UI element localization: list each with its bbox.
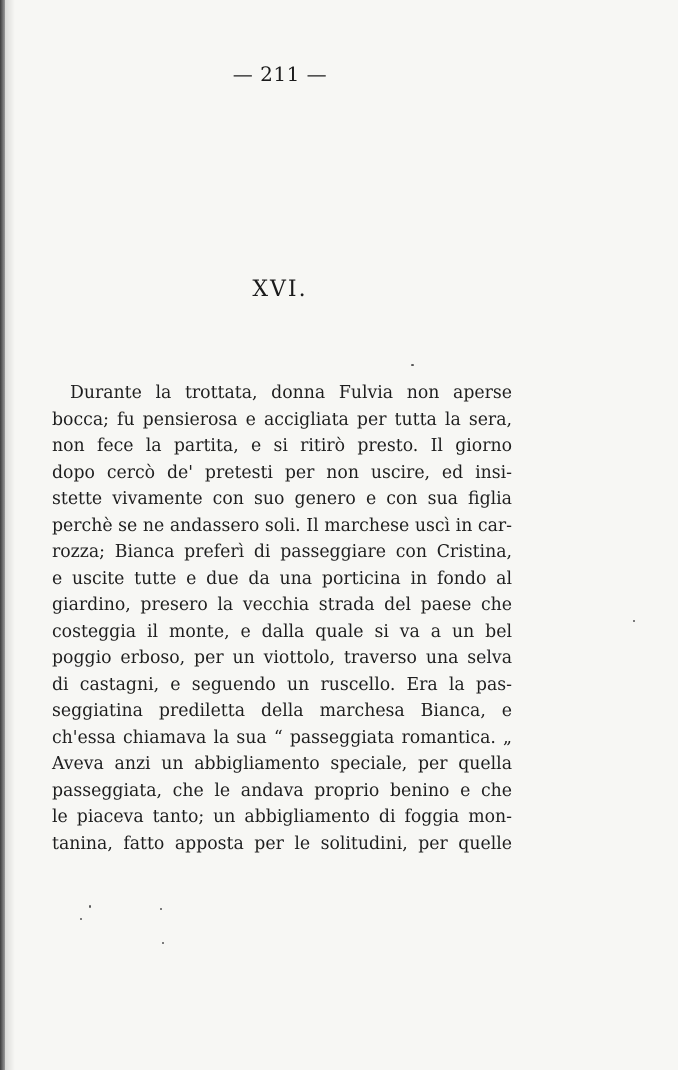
- page-binding-shadow: [5, 0, 15, 1070]
- text-line: Durante la trottata, donna Fulvia non aperse: [70, 383, 512, 403]
- text-line: Aveva anzi un abbigliamento speciale, per quella: [52, 754, 512, 774]
- text-line: ch'essa chiamava la sua “ passeggiata romantica. „: [52, 727, 512, 748]
- text-line: le piaceva tanto; un abbigliamento di foggia mon-: [52, 807, 512, 827]
- text-line: poggio erboso, per un viottolo, traverso una selva: [52, 648, 512, 668]
- text-line: dopo cercò de' pretesti per non uscire, ed insi-: [52, 462, 512, 483]
- text-line: stette vivamente con suo genero e con sua figlia: [52, 489, 512, 509]
- text-line: seggiatina prediletta della marchesa Bianca, e: [52, 701, 512, 721]
- body-text: [52, 380, 512, 857]
- text-line: passeggiata, che le andava proprio benino e che: [52, 780, 512, 801]
- text-line: perchè se ne andassero soli. Il marchese uscì in car-: [52, 515, 512, 536]
- text-line: bocca; fu pensierosa e accigliata per tutta la sera,: [52, 409, 512, 430]
- text-line: non fece la partita, e si ritirò presto. Il giorno: [52, 436, 512, 456]
- scan-speck: [162, 942, 164, 944]
- scan-speck: [160, 908, 162, 910]
- text-line: rozza; Bianca preferì di passeggiare con Cristina,: [52, 542, 512, 562]
- scan-speck: [89, 905, 91, 908]
- chapter-title: XVI.: [252, 277, 308, 302]
- page-number: — 211 —: [232, 62, 328, 86]
- text-line: giardino, presero la vecchia strada del paese che: [52, 595, 512, 615]
- text-line: e uscite tutte e due da una porticina in fondo al: [52, 568, 512, 589]
- text-line: tanina, fatto apposta per le solitudini, per quelle: [52, 833, 512, 854]
- scan-speck: [411, 364, 414, 366]
- text-line: costeggia il monte, e dalla quale si va a un bel: [52, 621, 512, 642]
- scan-speck: [633, 620, 635, 622]
- scan-speck: [80, 918, 82, 920]
- text-line: di castagni, e seguendo un ruscello. Era la pas-: [52, 674, 512, 695]
